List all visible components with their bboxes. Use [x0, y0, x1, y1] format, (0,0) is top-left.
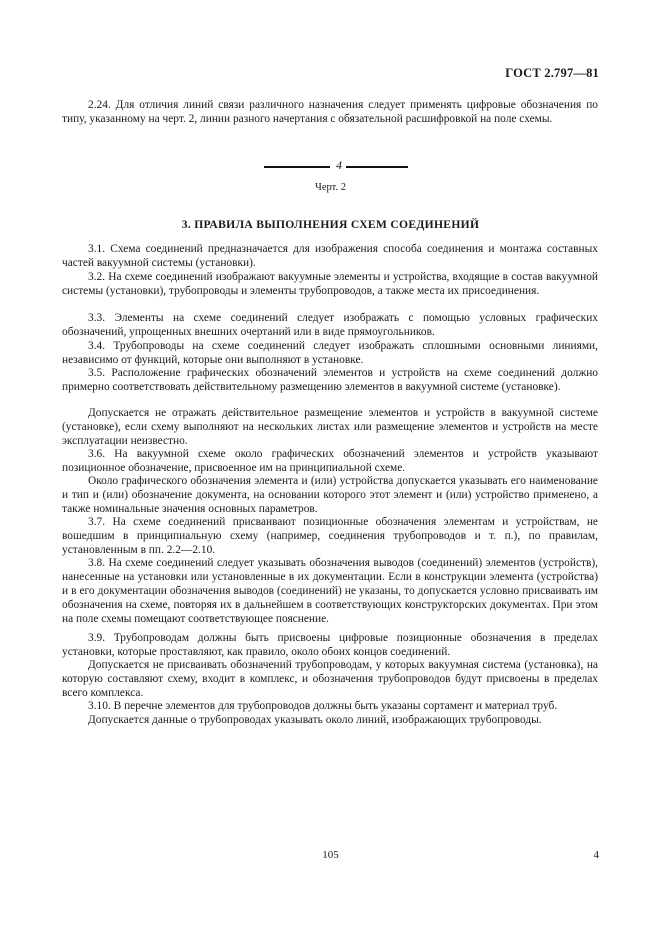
paragraph-3-6: 3.6. На вакуумной схеме около графических обозначений элементов и устройств указывают позиционное обозначение, присвоенное им на принципиальной схеме. — [62, 448, 598, 475]
paragraph-3-10-note: Допускается данные о трубопроводах указывать около линий, изображающих трубопроводы. — [88, 714, 542, 726]
section-title: 3. ПРАВИЛА ВЫПОЛНЕНИЯ СХЕМ СОЕДИНЕНИЙ — [181, 218, 480, 231]
paragraph-3-4: 3.4. Трубопроводы на схеме соединений следует изображать сплошными основными линиями, независимо от функций, которые они выполняют в установке. — [62, 340, 598, 367]
paragraph-3-2: 3.2. На схеме соединений изображают вакуумные элементы и устройства, входящие в состав вакуумной системы (установки), трубопроводы и элементы трубопроводов, а также места их присоединения. — [62, 271, 598, 298]
paragraph-3-10: 3.10. В перечне элементов для трубопроводов должны быть указаны сортамент и материал труб. — [88, 700, 558, 712]
paragraph-3-3: 3.3. Элементы на схеме соединений следует изображать с помощью условных графических обозначений, упрощенных внешних очертаний или в виде прямоугольников. — [62, 312, 598, 339]
figure-caption: Черт. 2 — [315, 182, 346, 193]
line-type-left — [264, 166, 330, 168]
line-type-right — [346, 166, 408, 168]
paragraph-3-7: 3.7. На схеме соединений присваивают позиционные обозначения элементам и устройствам, не вошедшим в принципиальную схему (например, соединения трубопроводов и т. п.), по правилам, установленным в пп. 2.2—2.10. — [62, 516, 598, 557]
paragraph-3-8: 3.8. На схеме соединений следует указывать обозначения выводов (соединений) элементов (устройств), нанесенные на установки или установленные в их документации. Если в конструкции элемента (устройства) и в его документации обозначения выводов (соединений) не указаны, то допускается условно присваивать им обозначения на схеме, повторяя их в дальнейшем в соответствующих конструкторских документах. При этом на поле схемы помещают соответствующее пояснение. — [62, 557, 598, 626]
page-number: 105 — [322, 849, 339, 861]
paragraph-3-9-note: Допускается не присваивать обозначений трубопроводам, у которых вакуумная система (установка), на которую составляют схему, входит в комплекс, и обозначения трубопроводов будут присвоены в пределах всего комплекса. — [62, 659, 598, 700]
sheet-number: 4 — [593, 849, 599, 861]
line-type-label: 4 — [336, 158, 342, 172]
paragraph-3-1: 3.1. Схема соединений предназначается для изображения способа соединения и монтажа составных частей вакуумной системы (установки). — [62, 243, 598, 270]
paragraph-3-9: 3.9. Трубопроводам должны быть присвоены цифровые позиционные обозначения в пределах установки, которые проставляют, как правило, около обоих концов соединений. — [62, 632, 598, 659]
paragraph-3-6-note: Около графического обозначения элемента и (или) устройства допускается указывать его наименование и тип и (или) обозначение документа, на основании которого этот элемент и (или) устройство применено, а также номинальные значения основных параметров. — [62, 475, 598, 516]
paragraph-3-5-note: Допускается не отражать действительное размещение элементов и устройств в вакуумной системе (установке), если схему выполняют на нескольких листах или размещение элементов и устройств на месте эксплуатации неизвестно. — [62, 407, 598, 448]
paragraph-3-5: 3.5. Расположение графических обозначений элементов и устройств на схеме соединений должно примерно соответствовать действительному размещению элементов в вакуумной системе (установке). — [62, 367, 598, 394]
document-header: ГОСТ 2.797—81 — [505, 66, 599, 80]
figure-chert-2 — [0, 160, 661, 174]
paragraph-2-24: 2.24. Для отличия линий связи различного назначения следует применять цифровые обозначения по типу, указанному на черт. 2, линии разного начертания с обязательной расшифровкой на поле схемы. — [62, 99, 598, 126]
